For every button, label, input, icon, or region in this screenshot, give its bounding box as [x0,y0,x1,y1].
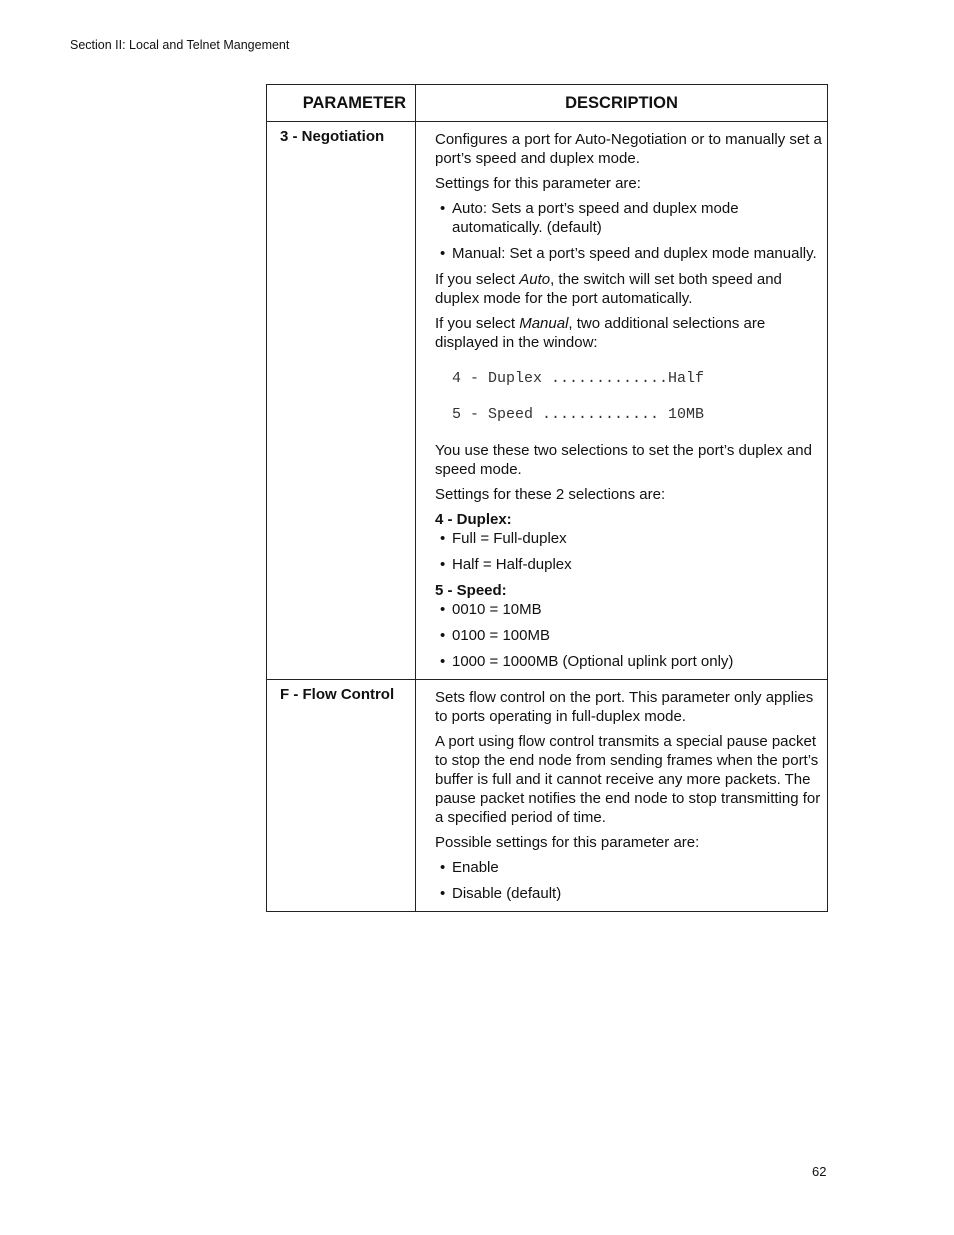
subheading-duplex: 4 - Duplex: [435,511,512,528]
description-paragraph: If you select Auto, the switch will set both speed and duplex mode for the port automatically. [435,271,782,307]
description-paragraph: Possible settings for this parameter are: [435,834,700,851]
code-line-duplex: 4 - Duplex .............Half [452,370,705,387]
description-paragraph: Settings for these 2 selections are: [435,486,666,503]
list-item: • 1000 = 1000MB (Optional uplink port only) [440,652,823,671]
description-paragraph: Configures a port for Auto-Negotiation or to manually set a port’s speed and duplex mode. [435,131,822,167]
parameter-description [416,680,828,912]
subheading-speed: 5 - Speed: [435,582,507,599]
list-item: • Manual: Set a port’s speed and duplex mode manually. [440,244,823,263]
parameter-column-header: PARAMETER [267,85,416,122]
description-paragraph: If you select Manual, two additional selections are displayed in the window: [435,315,766,351]
page-number: 62 [812,1164,827,1179]
description-paragraph: You use these two selections to set the port’s duplex and speed mode. [435,442,812,478]
emphasis: Manual [519,315,569,332]
table-row [267,680,828,912]
description-paragraph: Settings for this parameter are: [435,175,641,192]
list-item: • Half = Half-duplex [440,555,823,574]
description-paragraph: A port using flow control transmits a special pause packet to stop the end node from sending frames when the port’s buffer is full and it cannot receive any more packets. The pause packet notifies the end node to stop transmitting for a specified period of time. [435,733,821,826]
list-item: • 0100 = 100MB [440,626,823,645]
code-block [435,370,823,424]
parameter-table [266,84,828,912]
parameter-description [416,122,828,680]
list-item: • 0010 = 10MB [440,600,823,619]
description-paragraph: Sets flow control on the port. This parameter only applies to ports operating in full-duplex mode. [435,689,814,725]
description-column-header: DESCRIPTION [416,85,828,122]
list-item: • Disable (default) [440,884,823,903]
section-header: Section II: Local and Telnet Mangement [70,38,290,52]
parameter-name: F - Flow Control [267,680,416,912]
parameter-name: 3 - Negotiation [267,122,416,680]
code-line-speed: 5 - Speed ............. 10MB [452,406,705,423]
list-item: • Auto: Sets a port’s speed and duplex mode automatically. (default) [440,199,823,237]
list-item: • Full = Full-duplex [440,529,823,548]
table-header-row [267,85,828,122]
emphasis: Auto [519,271,551,288]
table-row [267,122,828,680]
list-item: • Enable [440,858,823,877]
